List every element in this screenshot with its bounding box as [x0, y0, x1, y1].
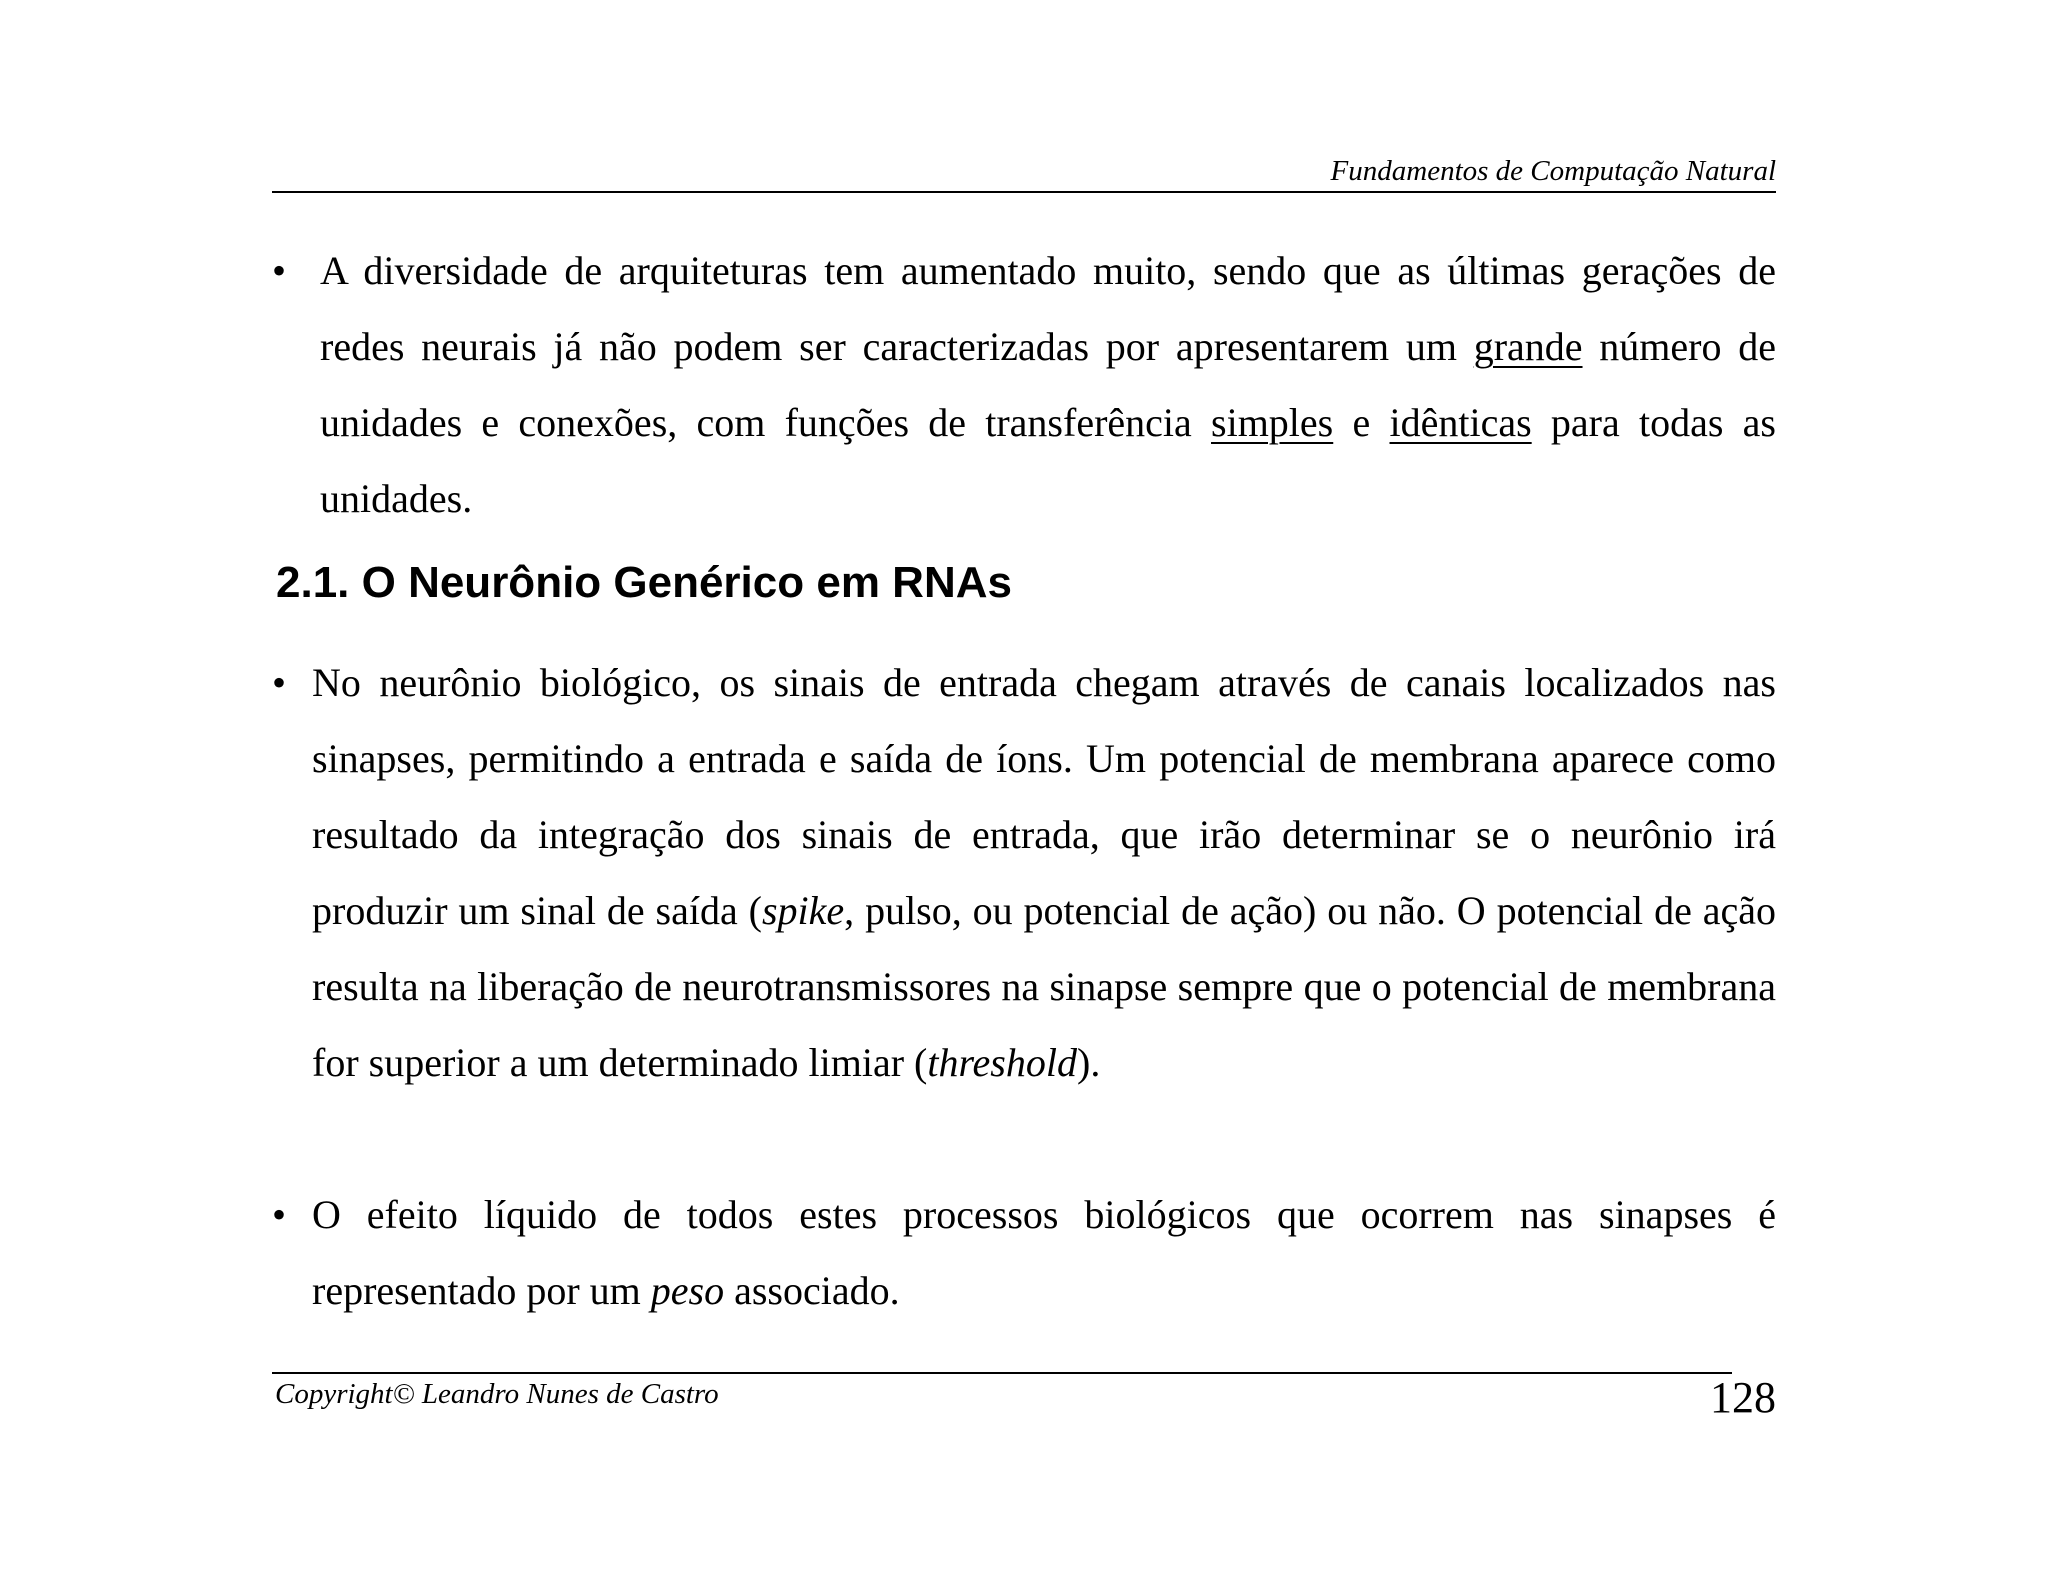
footer-copyright: Copyright© Leandro Nunes de Castro [275, 1378, 719, 1410]
bullet-icon: • [272, 1192, 287, 1237]
text-segment: , pulso, ou potencial de ação) ou não. O potencial de ação resulta na liberação de neurotransmissores na sinapse sempre que o potencial de membrana for superior a um determinado limiar ( [312, 888, 1776, 1085]
emphasis-underline: simples [1211, 400, 1334, 445]
bullet-icon: • [272, 248, 287, 293]
emphasis-italic: threshold [927, 1040, 1077, 1085]
bullet-paragraph-biological-neuron [272, 645, 1776, 1101]
paragraph-text [272, 645, 1776, 1101]
footer-divider [272, 1372, 1732, 1374]
emphasis-italic: spike [761, 888, 845, 933]
text-segment: O efeito líquido de todos estes processos biológicos que ocorrem nas sinapses é representado por um [312, 1192, 1776, 1313]
text-segment: ). [1077, 1040, 1101, 1085]
emphasis-underline: grande [1473, 324, 1583, 369]
bullet-paragraph-architectures [272, 233, 1776, 537]
running-header-title: Fundamentos de Computação Natural [1330, 155, 1776, 187]
bullet-icon: • [272, 660, 287, 705]
paragraph-text [272, 1177, 1776, 1329]
text-segment: No neurônio biológico, os sinais de entrada chegam através de canais localizados nas sinapses, permitindo a entrada e saída de íons. Um potencial de membrana aparece como resultado da integração dos sinais de entrada, que irão determinar se o neurônio irá produzir um sinal de saída ( [312, 660, 1776, 933]
header-divider [272, 191, 1776, 193]
bullet-paragraph-synaptic-weight [272, 1177, 1776, 1329]
text-segment: para todas as unidades. [320, 400, 1776, 521]
emphasis-italic: peso [650, 1268, 725, 1313]
paragraph-text [272, 233, 1776, 537]
text-segment: e [1333, 400, 1390, 445]
text-segment: associado. [724, 1268, 900, 1313]
text-segment: número de unidades e conexões, com funções de transferência [320, 324, 1776, 445]
page-number: 128 [1710, 1373, 1776, 1422]
text-segment: A diversidade de arquiteturas tem aumentado muito, sendo que as últimas gerações de redes neurais já não podem ser caracterizadas por apresentarem um [320, 248, 1776, 369]
section-heading: 2.1. O Neurônio Genérico em RNAs [276, 558, 1012, 607]
emphasis-underline: idênticas [1389, 400, 1532, 445]
